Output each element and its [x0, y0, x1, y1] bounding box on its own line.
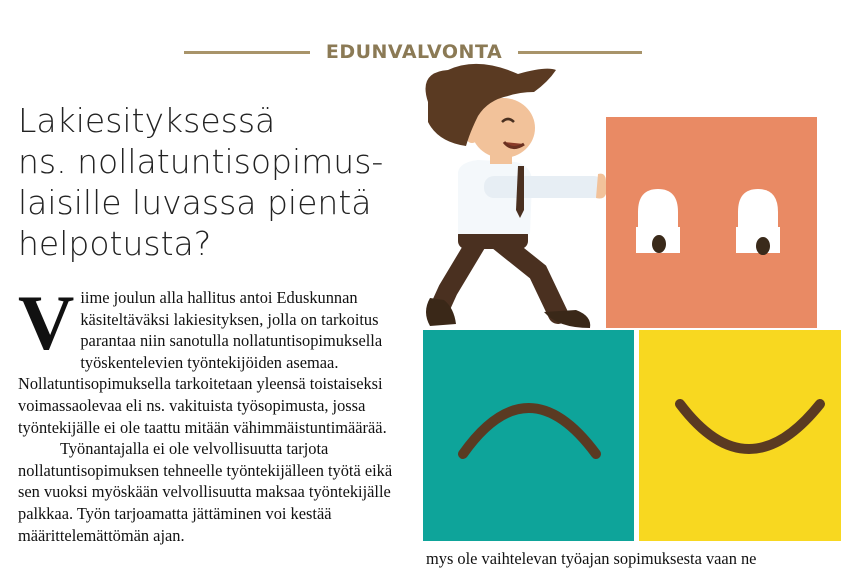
orange-box: [606, 117, 817, 328]
paragraph-2: Työnantajalla ei ole velvollisuutta tarjota nollatuntisopimuksen tehneelle työntekijälleen työtä eikä sen vuoksi myöskään velvollisuutta maksaa työntekijälle palkkaa. Työn tarjoamatta jättäminen voi kestää määrittelemättömän ajan.: [18, 439, 393, 545]
paragraph-1: [18, 279, 404, 438]
headline: [18, 100, 388, 264]
headline-line: Lakiesityksessä: [18, 101, 276, 140]
header-rule-left: [184, 51, 310, 54]
yellow-box: [639, 330, 841, 541]
headline-line: helpotusta?: [18, 224, 212, 263]
drop-cap: V: [18, 279, 75, 366]
businessman-figure: [426, 64, 607, 328]
paragraph-1-text: iime joulun alla hallitus antoi Eduskunnan käsiteltäväksi lakiesityksen, jolla on tarkoitus parantaa niin sanotulla nollatuntisopimuksella työskentelevien työntekijöiden asemaa. Nollatuntisopimuksella tarkoitetaan yleensä toistaiseksi voimassaolevaa eli ns. vakituista työsopimusta, jossa työntekijälle ei ole taattu mitään vähimmäistuntimäärää.: [18, 288, 387, 437]
headline-line: ns. nollatuntisopimus-: [18, 142, 384, 181]
businessman-pushing-box-illustration: [408, 62, 841, 542]
header-rule-right: [518, 51, 642, 54]
headline-line: laisille luvassa pientä: [18, 183, 372, 222]
column-2-text: mys ole vaihtelevan työajan sopimuksesta vaan ne: [426, 549, 757, 568]
article-body: [18, 279, 404, 546]
section-label: EDUNVALVONTA: [325, 41, 503, 63]
teal-box: [423, 330, 634, 541]
